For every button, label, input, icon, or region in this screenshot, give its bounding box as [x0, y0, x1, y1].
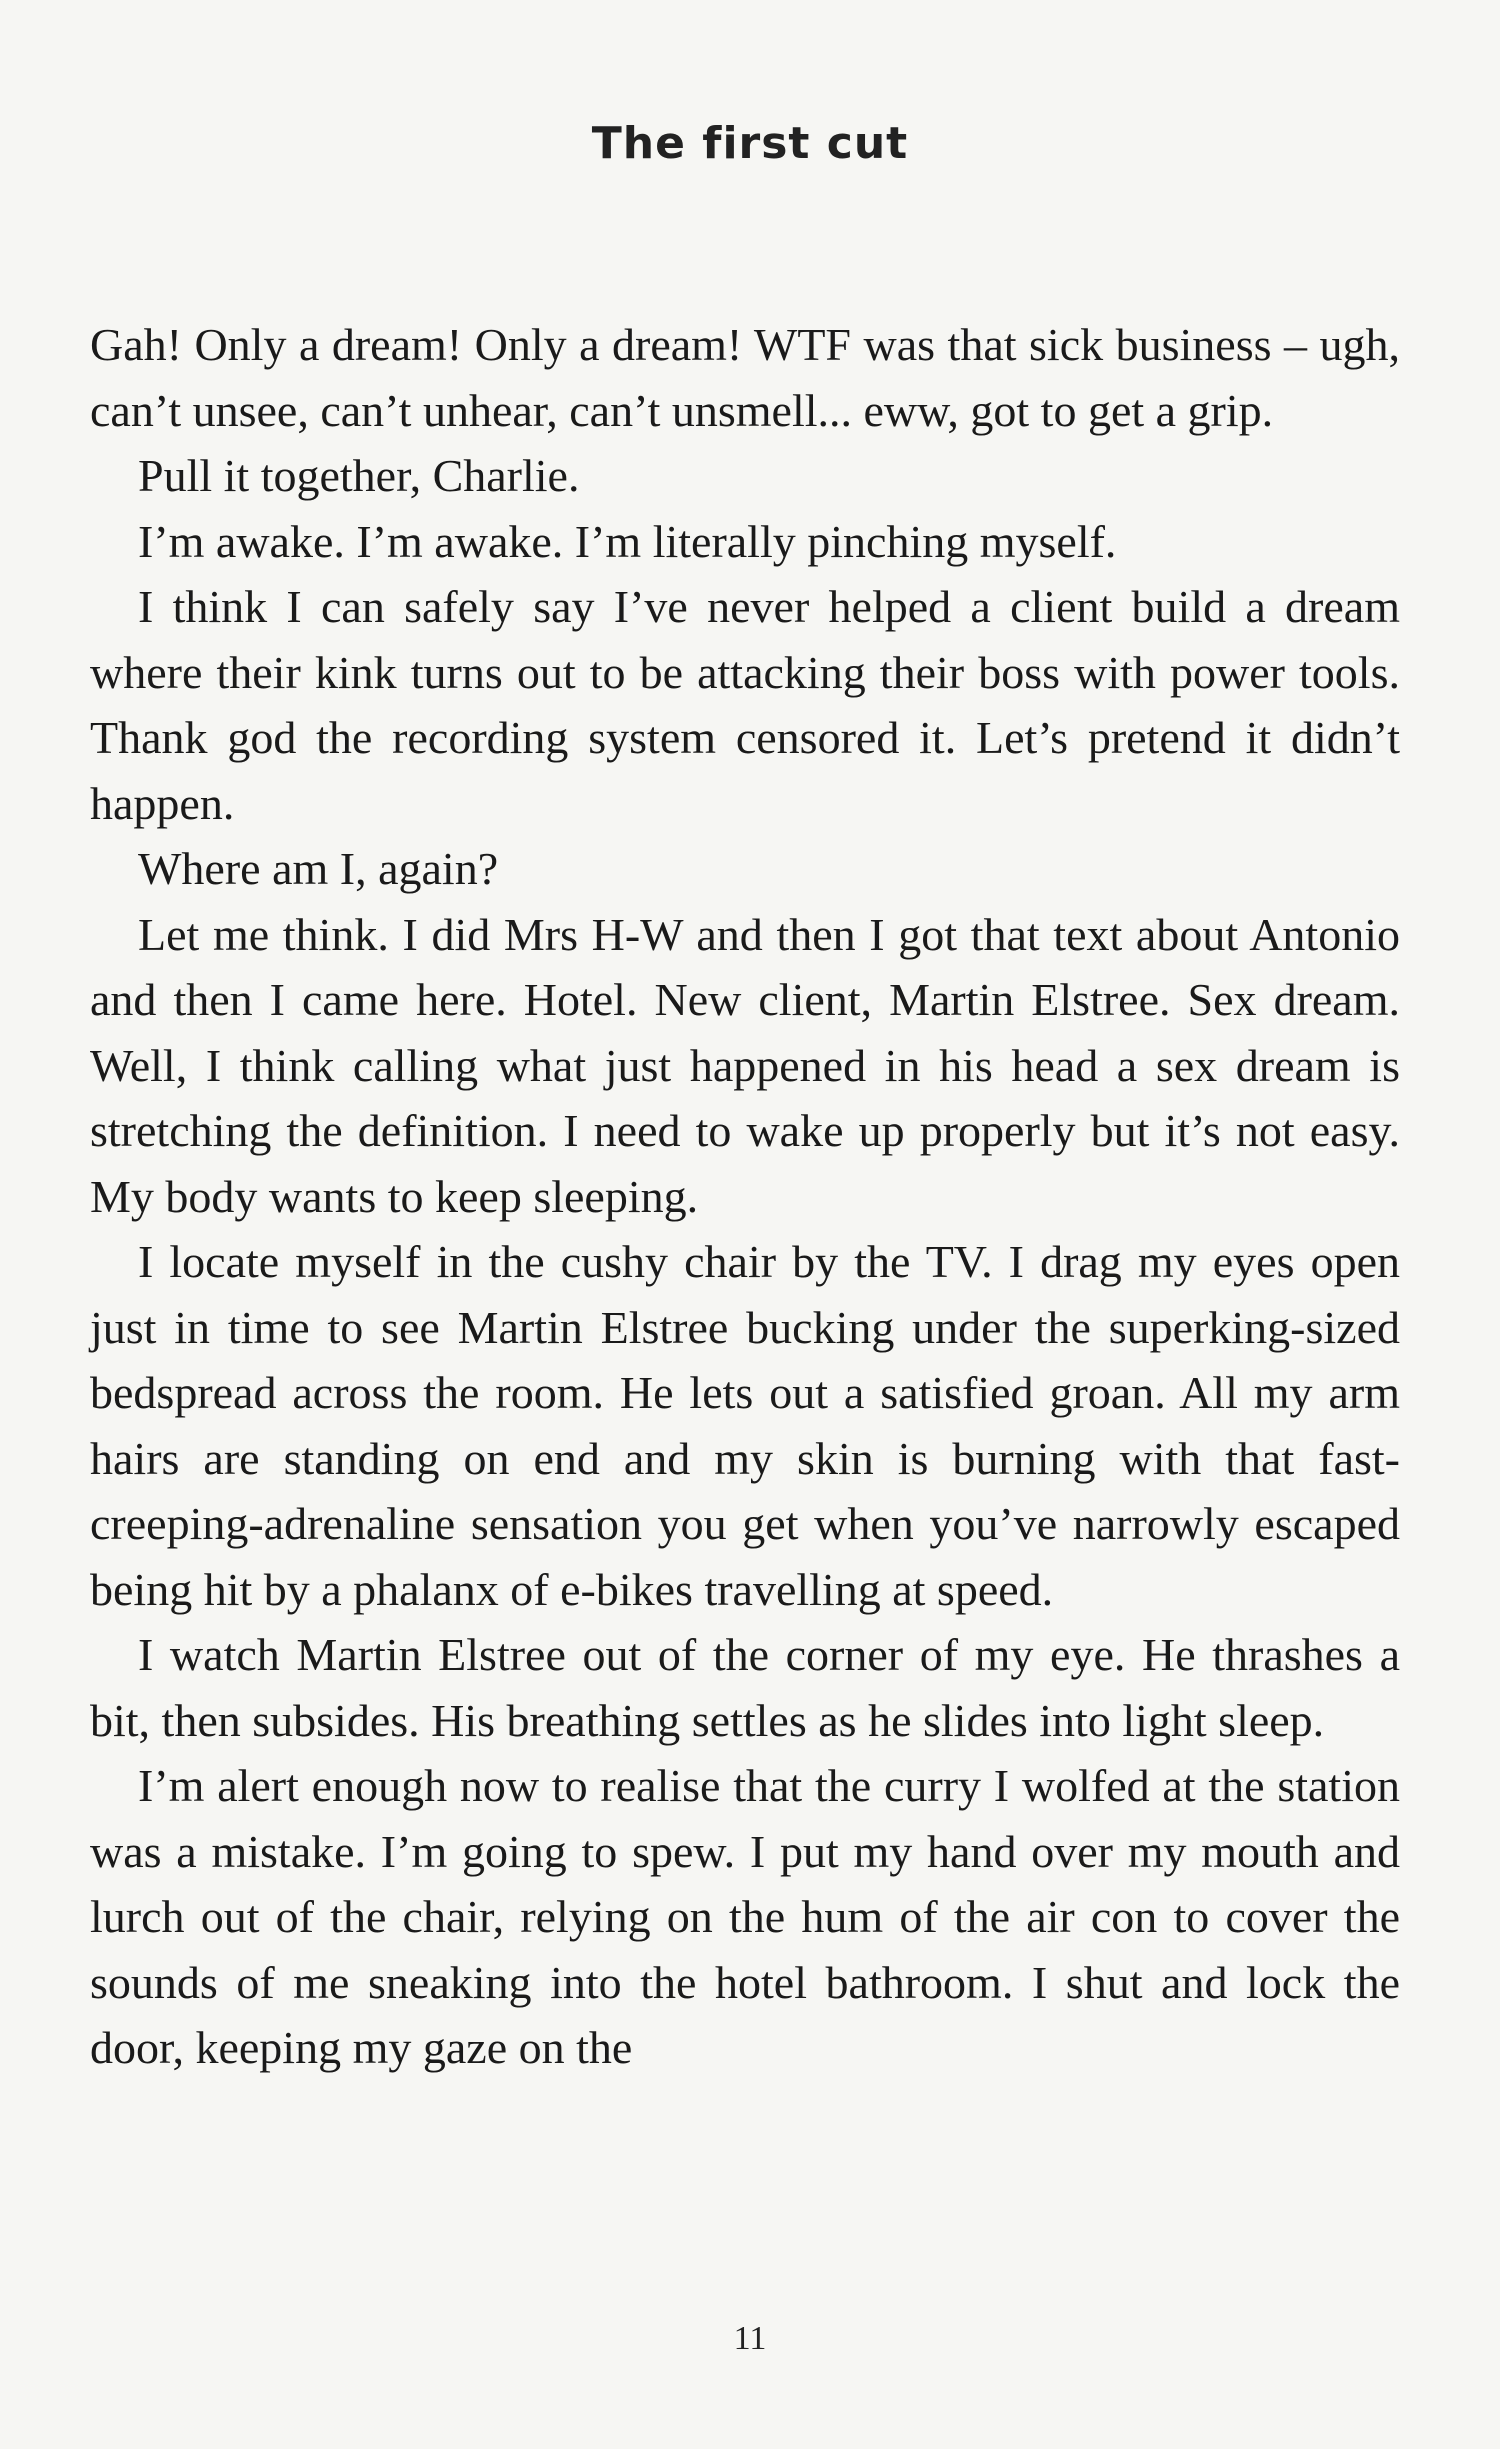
- paragraph: Let me think. I did Mrs H-W and then I got that text about Antonio and then I came here. Hotel. New client, Martin Elstree. Sex dream. Well, I think calling what just happened in his head a sex dream is stretching the definition. I need to wake up properly but it’s not easy. My body wants to keep sleeping.: [90, 908, 1400, 1222]
- chapter-title: The first cut: [591, 118, 909, 169]
- paragraph: I’m alert enough now to realise that the curry I wolfed at the station was a mistake. I’m going to spew. I put my hand over my mouth and lurch out of the chair, relying on the hum of the air con to cover the sounds of me sneaking into the hotel bathroom. I shut and lock the door, keeping my gaze on the: [90, 1760, 1400, 2073]
- paragraph: Gah! Only a dream! Only a dream! WTF was that sick business – ugh, can’t unsee, can’t unhear, can’t unsmell... eww, got to get a grip.: [90, 319, 1400, 436]
- paragraph: I watch Martin Elstree out of the corner of my eye. He thrashes a bit, then subsides. His breathing settles as he slides into light sleep.: [90, 1629, 1400, 1746]
- paragraph: Where am I, again?: [138, 843, 499, 894]
- body-text: [90, 312, 1400, 2081]
- paragraph: I locate myself in the cushy chair by the TV. I drag my eyes open just in time to see Martin Elstree bucking under the superking-sized bedspread across the room. He lets out a satisfied groan. All my arm hairs are standing on end and my skin is burning with that fast-creeping-adrenaline sensation you get when you’ve narrowly escaped being hit by a phalanx of e-bikes travelling at speed.: [90, 1236, 1400, 1615]
- paragraph: I’m awake. I’m awake. I’m literally pinching myself.: [138, 515, 1117, 567]
- page-number: 11: [733, 2320, 767, 2357]
- paragraph: Pull it together, Charlie.: [138, 450, 580, 501]
- paragraph: I think I can safely say I’ve never helped a client build a dream where their kink turns out to be attacking their boss with power tools. Thank god the recording system censored it. Let’s pretend it didn’t happen.: [90, 581, 1400, 829]
